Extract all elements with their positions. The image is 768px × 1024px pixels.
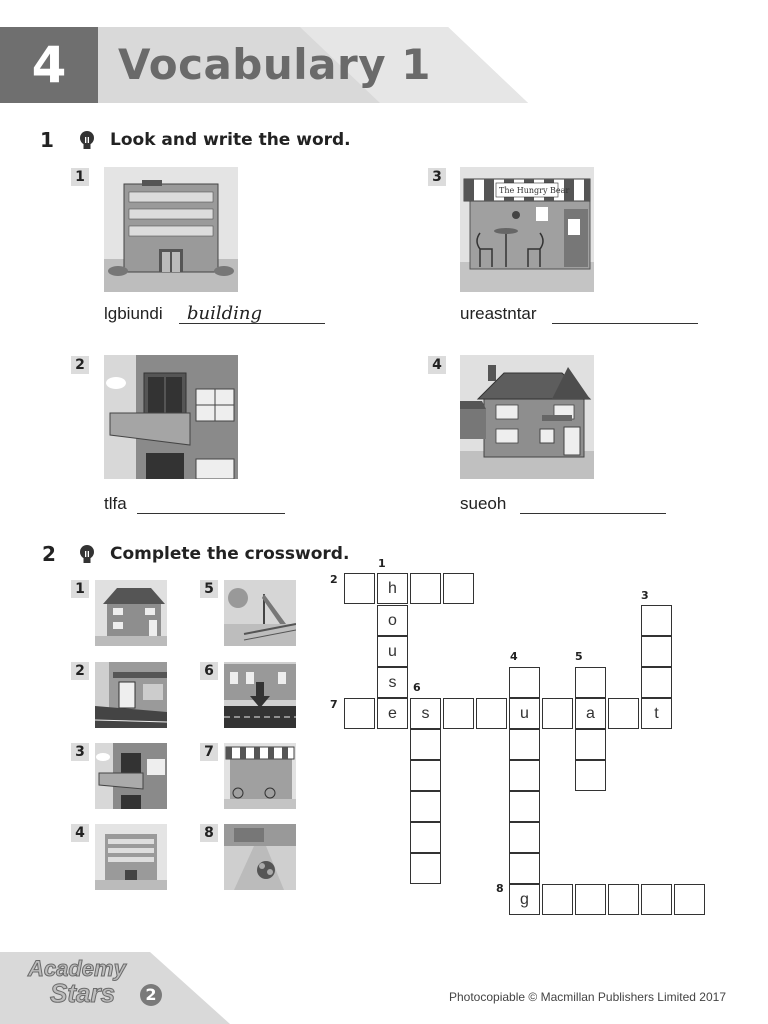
copyright-notice: Photocopiable © Macmillan Publishers Limited 2017 xyxy=(449,990,726,1004)
crossword-cell[interactable]: o xyxy=(377,605,408,636)
crossword-cell[interactable] xyxy=(575,667,606,698)
crossword-cell[interactable] xyxy=(410,853,441,884)
playground-picture xyxy=(224,580,296,646)
crossword-cell[interactable] xyxy=(641,605,672,636)
house-picture xyxy=(460,355,594,479)
picture-number: 8 xyxy=(200,824,218,842)
crossword-cell[interactable] xyxy=(641,884,672,915)
scrambled-word: ureastntar xyxy=(460,304,537,323)
crossword-cell[interactable] xyxy=(509,853,540,884)
item-number: 2 xyxy=(71,356,89,374)
crossword-cell[interactable] xyxy=(641,667,672,698)
crossword-cell[interactable] xyxy=(608,698,639,729)
crossword-cell[interactable]: g xyxy=(509,884,540,915)
crossword-cell[interactable]: s xyxy=(377,667,408,698)
series-level-badge: 2 xyxy=(140,984,162,1006)
picture-number: 1 xyxy=(71,580,89,598)
page-title: Vocabulary 1 xyxy=(118,40,431,89)
crossword-cell[interactable] xyxy=(443,573,474,604)
crossword-cell[interactable] xyxy=(410,791,441,822)
restaurant-sign: The Hungry Bear xyxy=(499,186,570,195)
series-logo-line1: Academy xyxy=(28,956,126,981)
crossword-cell[interactable] xyxy=(641,636,672,667)
picture-number: 7 xyxy=(200,743,218,761)
crossword-cell[interactable]: s xyxy=(410,698,441,729)
answer-line[interactable] xyxy=(520,513,666,514)
picture-number: 4 xyxy=(71,824,89,842)
crossword-cell[interactable] xyxy=(575,729,606,760)
crossword-cell[interactable] xyxy=(509,791,540,822)
flat-picture xyxy=(95,743,167,809)
crossword-cell[interactable] xyxy=(542,884,573,915)
picture-number: 3 xyxy=(71,743,89,761)
building-picture xyxy=(95,824,167,890)
crossword-cell[interactable] xyxy=(509,822,540,853)
crossword-cell[interactable] xyxy=(344,698,375,729)
crossword-cell[interactable] xyxy=(443,698,474,729)
item-number: 4 xyxy=(428,356,446,374)
lightbulb-icon xyxy=(78,130,96,152)
crossword-cell[interactable]: h xyxy=(377,573,408,604)
crossword-clue-number: 4 xyxy=(510,650,518,663)
crossword-cell[interactable]: t xyxy=(641,698,672,729)
lightbulb-icon xyxy=(78,544,96,566)
crossword-cell[interactable] xyxy=(476,698,507,729)
section1-instruction: Look and write the word. xyxy=(110,130,351,150)
unit-number: 4 xyxy=(31,36,67,94)
crossword-clue-number: 3 xyxy=(641,589,649,602)
restaurant-picture xyxy=(224,743,296,809)
crossword-cell[interactable] xyxy=(410,822,441,853)
crossword-cell[interactable] xyxy=(344,573,375,604)
crossword-cell[interactable] xyxy=(509,760,540,791)
crossword-cell[interactable]: u xyxy=(509,698,540,729)
crossword-cell[interactable] xyxy=(410,573,441,604)
picture-number: 2 xyxy=(71,662,89,680)
series-logo-line2: Stars xyxy=(50,978,116,1008)
crossword-clue-number: 8 xyxy=(496,882,504,895)
item-number: 1 xyxy=(71,168,89,186)
garden-picture xyxy=(224,824,296,890)
office-building-picture xyxy=(104,167,238,292)
scrambled-word: sueoh xyxy=(460,494,507,513)
scrambled-word: tlfa xyxy=(104,494,127,513)
section2-number: 2 xyxy=(42,542,56,566)
crossword-cell[interactable]: u xyxy=(377,636,408,667)
picture-number: 6 xyxy=(200,662,218,680)
answer-text: building xyxy=(187,303,263,324)
house-picture xyxy=(95,580,167,646)
crossword-cell[interactable]: a xyxy=(575,698,606,729)
crossword-cell[interactable] xyxy=(509,667,540,698)
crossword-cell[interactable] xyxy=(410,760,441,791)
scrambled-word: lgbiundi xyxy=(104,304,163,323)
answer-line[interactable] xyxy=(137,513,285,514)
crossword-clue-number: 6 xyxy=(413,681,421,694)
crossword-cell[interactable] xyxy=(674,884,705,915)
section1-number: 1 xyxy=(40,128,54,152)
flat-balcony-picture xyxy=(104,355,238,479)
street-picture xyxy=(224,662,296,728)
section2-instruction: Complete the crossword. xyxy=(110,544,350,564)
picture-number: 5 xyxy=(200,580,218,598)
crossword-cell[interactable] xyxy=(575,760,606,791)
crossword-cell[interactable]: e xyxy=(377,698,408,729)
shop-picture xyxy=(95,662,167,728)
item-number: 3 xyxy=(428,168,446,186)
crossword-clue-number: 5 xyxy=(575,650,583,663)
answer-line[interactable] xyxy=(552,323,698,324)
crossword-clue-number: 1 xyxy=(378,557,386,570)
crossword-clue-number: 7 xyxy=(330,698,338,711)
crossword-cell[interactable] xyxy=(542,698,573,729)
crossword-cell[interactable] xyxy=(575,884,606,915)
crossword-clue-number: 2 xyxy=(330,573,338,586)
crossword-cell[interactable] xyxy=(608,884,639,915)
crossword-cell[interactable] xyxy=(410,729,441,760)
crossword-cell[interactable] xyxy=(509,729,540,760)
